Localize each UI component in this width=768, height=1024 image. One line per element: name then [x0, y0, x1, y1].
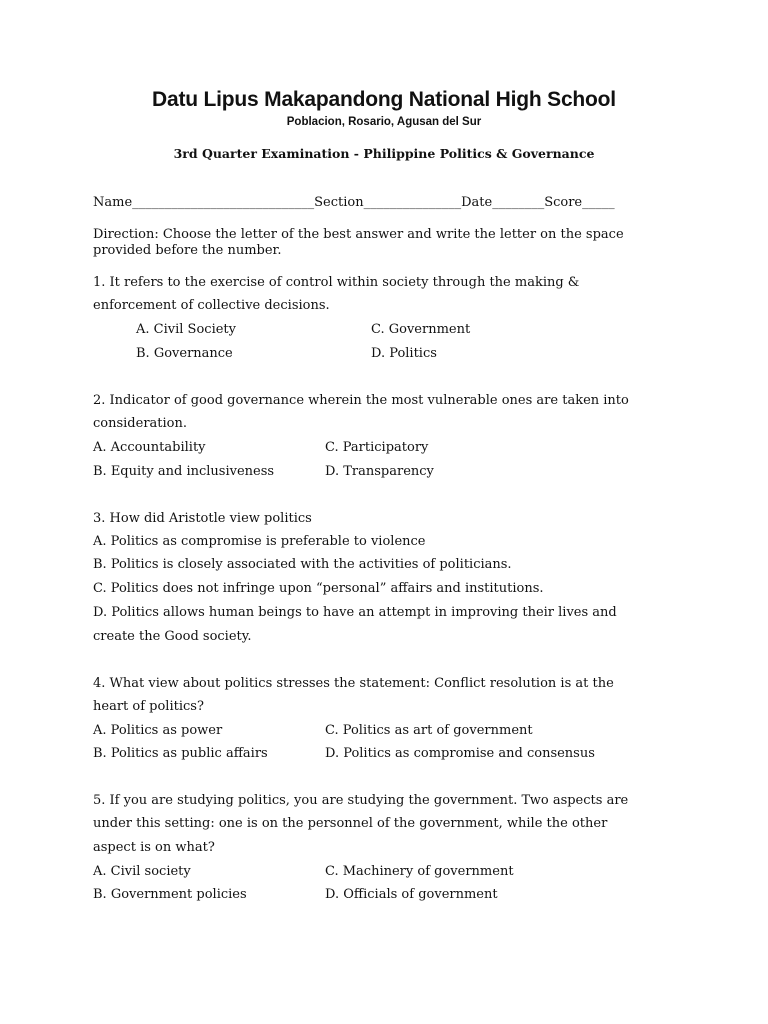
question-4-option-c: C. Politics as art of government	[325, 723, 533, 738]
question-5-option-a: A. Civil society	[93, 864, 191, 879]
direction-line-1: Direction: Choose the letter of the best answer and write the letter on the space	[93, 227, 624, 242]
question-3-option-d-cont: create the Good society.	[93, 629, 252, 644]
direction-line-2: provided before the number.	[93, 243, 282, 258]
school-address: Poblacion, Rosario, Agusan del Sur	[286, 116, 482, 128]
question-1-option-c: C. Government	[371, 322, 471, 337]
school-name: Datu Lipus Makapandong National High School	[152, 88, 616, 111]
question-1-option-a: A. Civil Society	[136, 322, 236, 337]
question-3-option-b: B. Politics is closely associated with the activities of politicians.	[93, 557, 512, 572]
question-2-option-a: A. Accountability	[93, 440, 206, 455]
question-5-text: aspect is on what?	[93, 840, 215, 855]
question-3-option-c: C. Politics does not infringe upon “personal” affairs and institutions.	[93, 581, 544, 596]
question-2-option-b: B. Equity and inclusiveness	[93, 464, 275, 479]
question-1-option-d: D. Politics	[371, 346, 437, 361]
question-3-option-d: D. Politics allows human beings to have an attempt in improving their lives and	[93, 605, 617, 620]
question-4-option-a: A. Politics as power	[93, 723, 223, 738]
question-5-text: under this setting: one is on the personnel of the government, while the other	[93, 816, 608, 831]
question-2-option-c: C. Participatory	[325, 440, 429, 455]
question-2-text: 2. Indicator of good governance wherein the most vulnerable ones are taken into	[93, 393, 629, 408]
question-3-option-a: A. Politics as compromise is preferable to violence	[93, 534, 426, 549]
question-4-option-d: D. Politics as compromise and consensus	[325, 746, 595, 761]
question-1-option-b: B. Governance	[136, 346, 233, 361]
question-5-option-d: D. Officials of government	[325, 887, 498, 902]
question-4-text: heart of politics?	[93, 699, 204, 714]
question-5-option-b: B. Government policies	[93, 887, 247, 902]
exam-title: 3rd Quarter Examination - Philippine Politics & Governance	[173, 146, 595, 161]
question-4-option-b: B. Politics as public affairs	[93, 746, 268, 761]
student-info-line: Name____________________________Section_______________Date________Score_____	[93, 195, 615, 210]
question-1-text: 1. It refers to the exercise of control within society through the making &	[93, 275, 580, 290]
question-4-text: 4. What view about politics stresses the statement: Conflict resolution is at the	[93, 676, 614, 691]
question-2-option-d: D. Transparency	[325, 464, 434, 479]
question-5-text: 5. If you are studying politics, you are studying the government. Two aspects are	[93, 793, 629, 808]
question-1-text: enforcement of collective decisions.	[93, 298, 330, 313]
question-5-option-c: C. Machinery of government	[325, 864, 514, 879]
question-3-text: 3. How did Aristotle view politics	[93, 511, 312, 526]
question-2-text: consideration.	[93, 416, 188, 431]
